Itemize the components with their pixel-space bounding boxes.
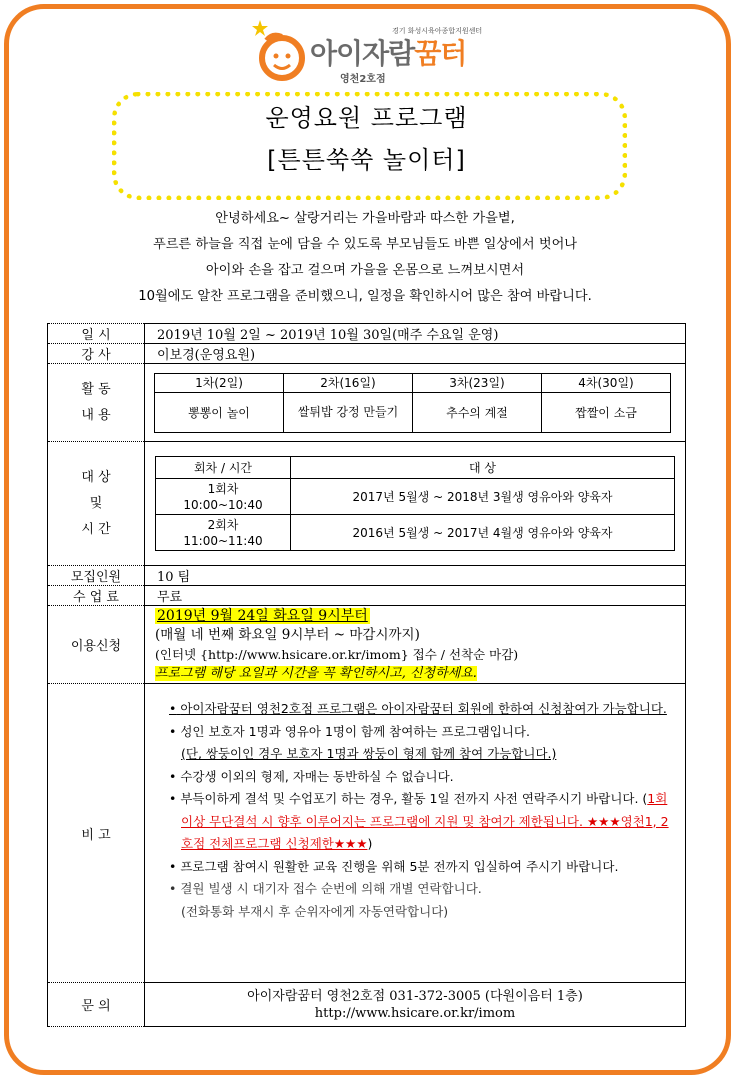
target-header-target: 대 상: [291, 457, 675, 479]
target-label: [48, 442, 145, 566]
note-text: 성인 보호자 1명과 영유아 1명이 함께 참여하는 프로그램입니다.: [180, 723, 530, 739]
activity-cell: [145, 364, 686, 442]
activity-label-line: 활 동: [81, 381, 111, 397]
target-label-line: 시 간: [81, 521, 111, 537]
page-subtitle: [튼튼쑥쑥 놀이터]: [267, 146, 466, 174]
note-warning-text: 1회 이상 무단결석 시 향후 이루어지는 프로그램에 지원 및 참여가 제한됩니다. ★★★영천1, 2호점 전체프로그램 신청제한★★★: [181, 791, 669, 851]
notes-cell: [145, 684, 686, 983]
date-value: 2019년 10월 2일 ~ 2019년 10월 30일(매주 수요일 운영): [145, 324, 686, 344]
activity-schedule-table: [154, 373, 671, 433]
note-text: 부득이하게 결석 및 수업포기 하는 경우, 활동 1일 전까지 사전 연락주시기 바랍니다. (: [180, 791, 648, 806]
logo-mascot-icon: [252, 18, 312, 88]
contact-website-link[interactable]: http://www.hsicare.or.kr/imom: [314, 1005, 516, 1021]
note-item: [167, 766, 671, 789]
session-number: 2회차: [207, 517, 239, 532]
capacity-row: [48, 566, 686, 586]
bullet-icon: •: [169, 881, 177, 896]
note-item: [167, 788, 671, 856]
fee-label: 수 업 료: [48, 586, 145, 606]
note-text: 아이자람꿈터 영천2호점 프로그램은 아이자람꿈터 회원에 한하여 신청참여가 가능합니다.: [180, 701, 667, 716]
note-text: 결원 빌생 시 대기자 접수 순번에 의해 개별 연락합니다.: [180, 881, 482, 896]
instructor-row: [48, 344, 686, 364]
notes-list: [167, 698, 671, 923]
activity-item: 짭짤이 소금: [542, 392, 671, 432]
apply-start-text: 2019년 9월 24일 화요일 9시부터: [157, 607, 368, 624]
contact-cell: [145, 983, 686, 1027]
note-subtext: (단, 쌍둥이인 경우 보호자 1명과 쌍둥이 형제 함께 참여 가능합니다.): [181, 746, 557, 761]
session-time: 11:00~11:40: [183, 533, 263, 548]
target-header-time: 회차 / 시간: [156, 457, 291, 479]
instructor-label: 강 사: [48, 344, 145, 364]
fee-value: 무료: [145, 586, 686, 606]
contact-row: [48, 983, 686, 1027]
logo-branch: 영천2호점: [340, 74, 386, 85]
target-schedule-table: [155, 456, 675, 551]
activity-header: 3차(23일): [413, 373, 542, 392]
logo: [252, 18, 502, 88]
bullet-icon: •: [169, 858, 177, 874]
date-row: [48, 324, 686, 344]
intro-line: 푸르른 하늘을 직접 눈에 담을 수 있도록 부모님들도 바쁜 일상에서 벗어나: [152, 237, 578, 252]
intro-line: 안녕하세요~ 살랑거리는 가을바람과 따스한 가을볕,: [215, 211, 515, 226]
activity-item: 추수의 계절: [413, 392, 542, 432]
note-subtext: (전화통화 부재시 후 순위자에게 자동연락합니다): [181, 903, 449, 919]
apply-notice-text: 프로그램 해당 요일과 시간을 꼭 확인하시고, 신청하세요.: [155, 665, 477, 681]
activity-row: [48, 364, 686, 442]
notes-label: 비 고: [48, 684, 145, 983]
activity-header-row: [155, 373, 671, 392]
intro-line: 10월에도 알찬 프로그램을 준비했으니, 일정을 확인하시어 많은 참여 바랍니다.: [138, 289, 592, 304]
page-title: 운영요원 프로그램: [265, 104, 468, 132]
date-label: 일 시: [48, 324, 145, 344]
note-text: ): [367, 836, 373, 851]
target-cell: [145, 442, 686, 566]
target-session-row: [156, 515, 675, 551]
apply-cell: [145, 606, 686, 684]
contact-info: 아이자람꿈터 영천2호점 031-372-3005 (다원이음터 1층): [247, 988, 583, 1004]
bullet-icon: •: [169, 701, 177, 716]
session-time: 10:00~10:40: [183, 497, 263, 512]
target-session-row: [156, 479, 675, 515]
bullet-icon: •: [169, 768, 177, 784]
logo-name-main: 아이자람: [310, 37, 415, 70]
note-text: 수강생 이외의 형제, 자매는 동반하실 수 없습니다.: [180, 768, 454, 784]
capacity-label: 모집인원: [48, 566, 145, 586]
activity-item-row: [155, 392, 671, 432]
intro-line: 아이와 손을 잡고 걸으며 가을을 온몸으로 느껴보시면서: [205, 263, 525, 278]
session-cell: [156, 515, 291, 551]
logo-center-name: 경기 화성시육아종합지원센터: [392, 27, 483, 35]
activity-header: 2차(16일): [284, 373, 413, 392]
note-item: [167, 698, 671, 721]
fee-row: [48, 586, 686, 606]
target-label-line: 및: [89, 495, 103, 511]
bullet-icon: •: [169, 723, 177, 739]
session-number: 1회차: [207, 481, 239, 496]
session-cell: [156, 479, 291, 515]
logo-name: [310, 32, 466, 72]
info-table: [47, 323, 686, 1027]
activity-label: [48, 364, 145, 442]
target-header-row: [156, 457, 675, 479]
apply-start: [155, 607, 685, 626]
capacity-value: 10 팀: [145, 566, 686, 586]
activity-header: 1차(2일): [155, 373, 284, 392]
apply-schedule: (매월 네 번째 화요일 9시부터 ~ 마감시까지): [155, 626, 420, 643]
activity-header: 4차(30일): [542, 373, 671, 392]
session-target: 2016년 5월생 ~ 2017년 4월생 영유아와 양육자: [291, 515, 675, 551]
contact-label: 문 의: [48, 983, 145, 1027]
bullet-icon: •: [169, 791, 177, 806]
apply-row: [48, 606, 686, 684]
instructor-value: 이보경(운영요원): [145, 344, 686, 364]
note-item: [167, 878, 671, 901]
apply-label: 이용신청: [48, 606, 145, 684]
activity-item: 쌀튀밥 강정 만들기: [284, 392, 413, 432]
target-label-line: 대 상: [81, 469, 111, 485]
activity-item: 뽕뽕이 놀이: [155, 392, 284, 432]
note-item: [167, 856, 671, 879]
activity-label-line: 내 용: [81, 407, 111, 423]
apply-method: (인터넷 {http://www.hsicare.or.kr/imom} 접수 / 선착순 마감): [155, 646, 519, 662]
logo-name-accent: 꿈터: [414, 37, 467, 70]
note-item: [167, 721, 671, 744]
note-text: 프로그램 참여시 원활한 교육 진행을 위해 5분 전까지 입실하여 주시기 바랍니다.: [180, 858, 619, 874]
notes-row: [48, 684, 686, 983]
session-target: 2017년 5월생 ~ 2018년 3월생 영유아와 양육자: [291, 479, 675, 515]
intro-text: [40, 206, 690, 310]
target-row: [48, 442, 686, 566]
apply-notice: [155, 664, 685, 683]
